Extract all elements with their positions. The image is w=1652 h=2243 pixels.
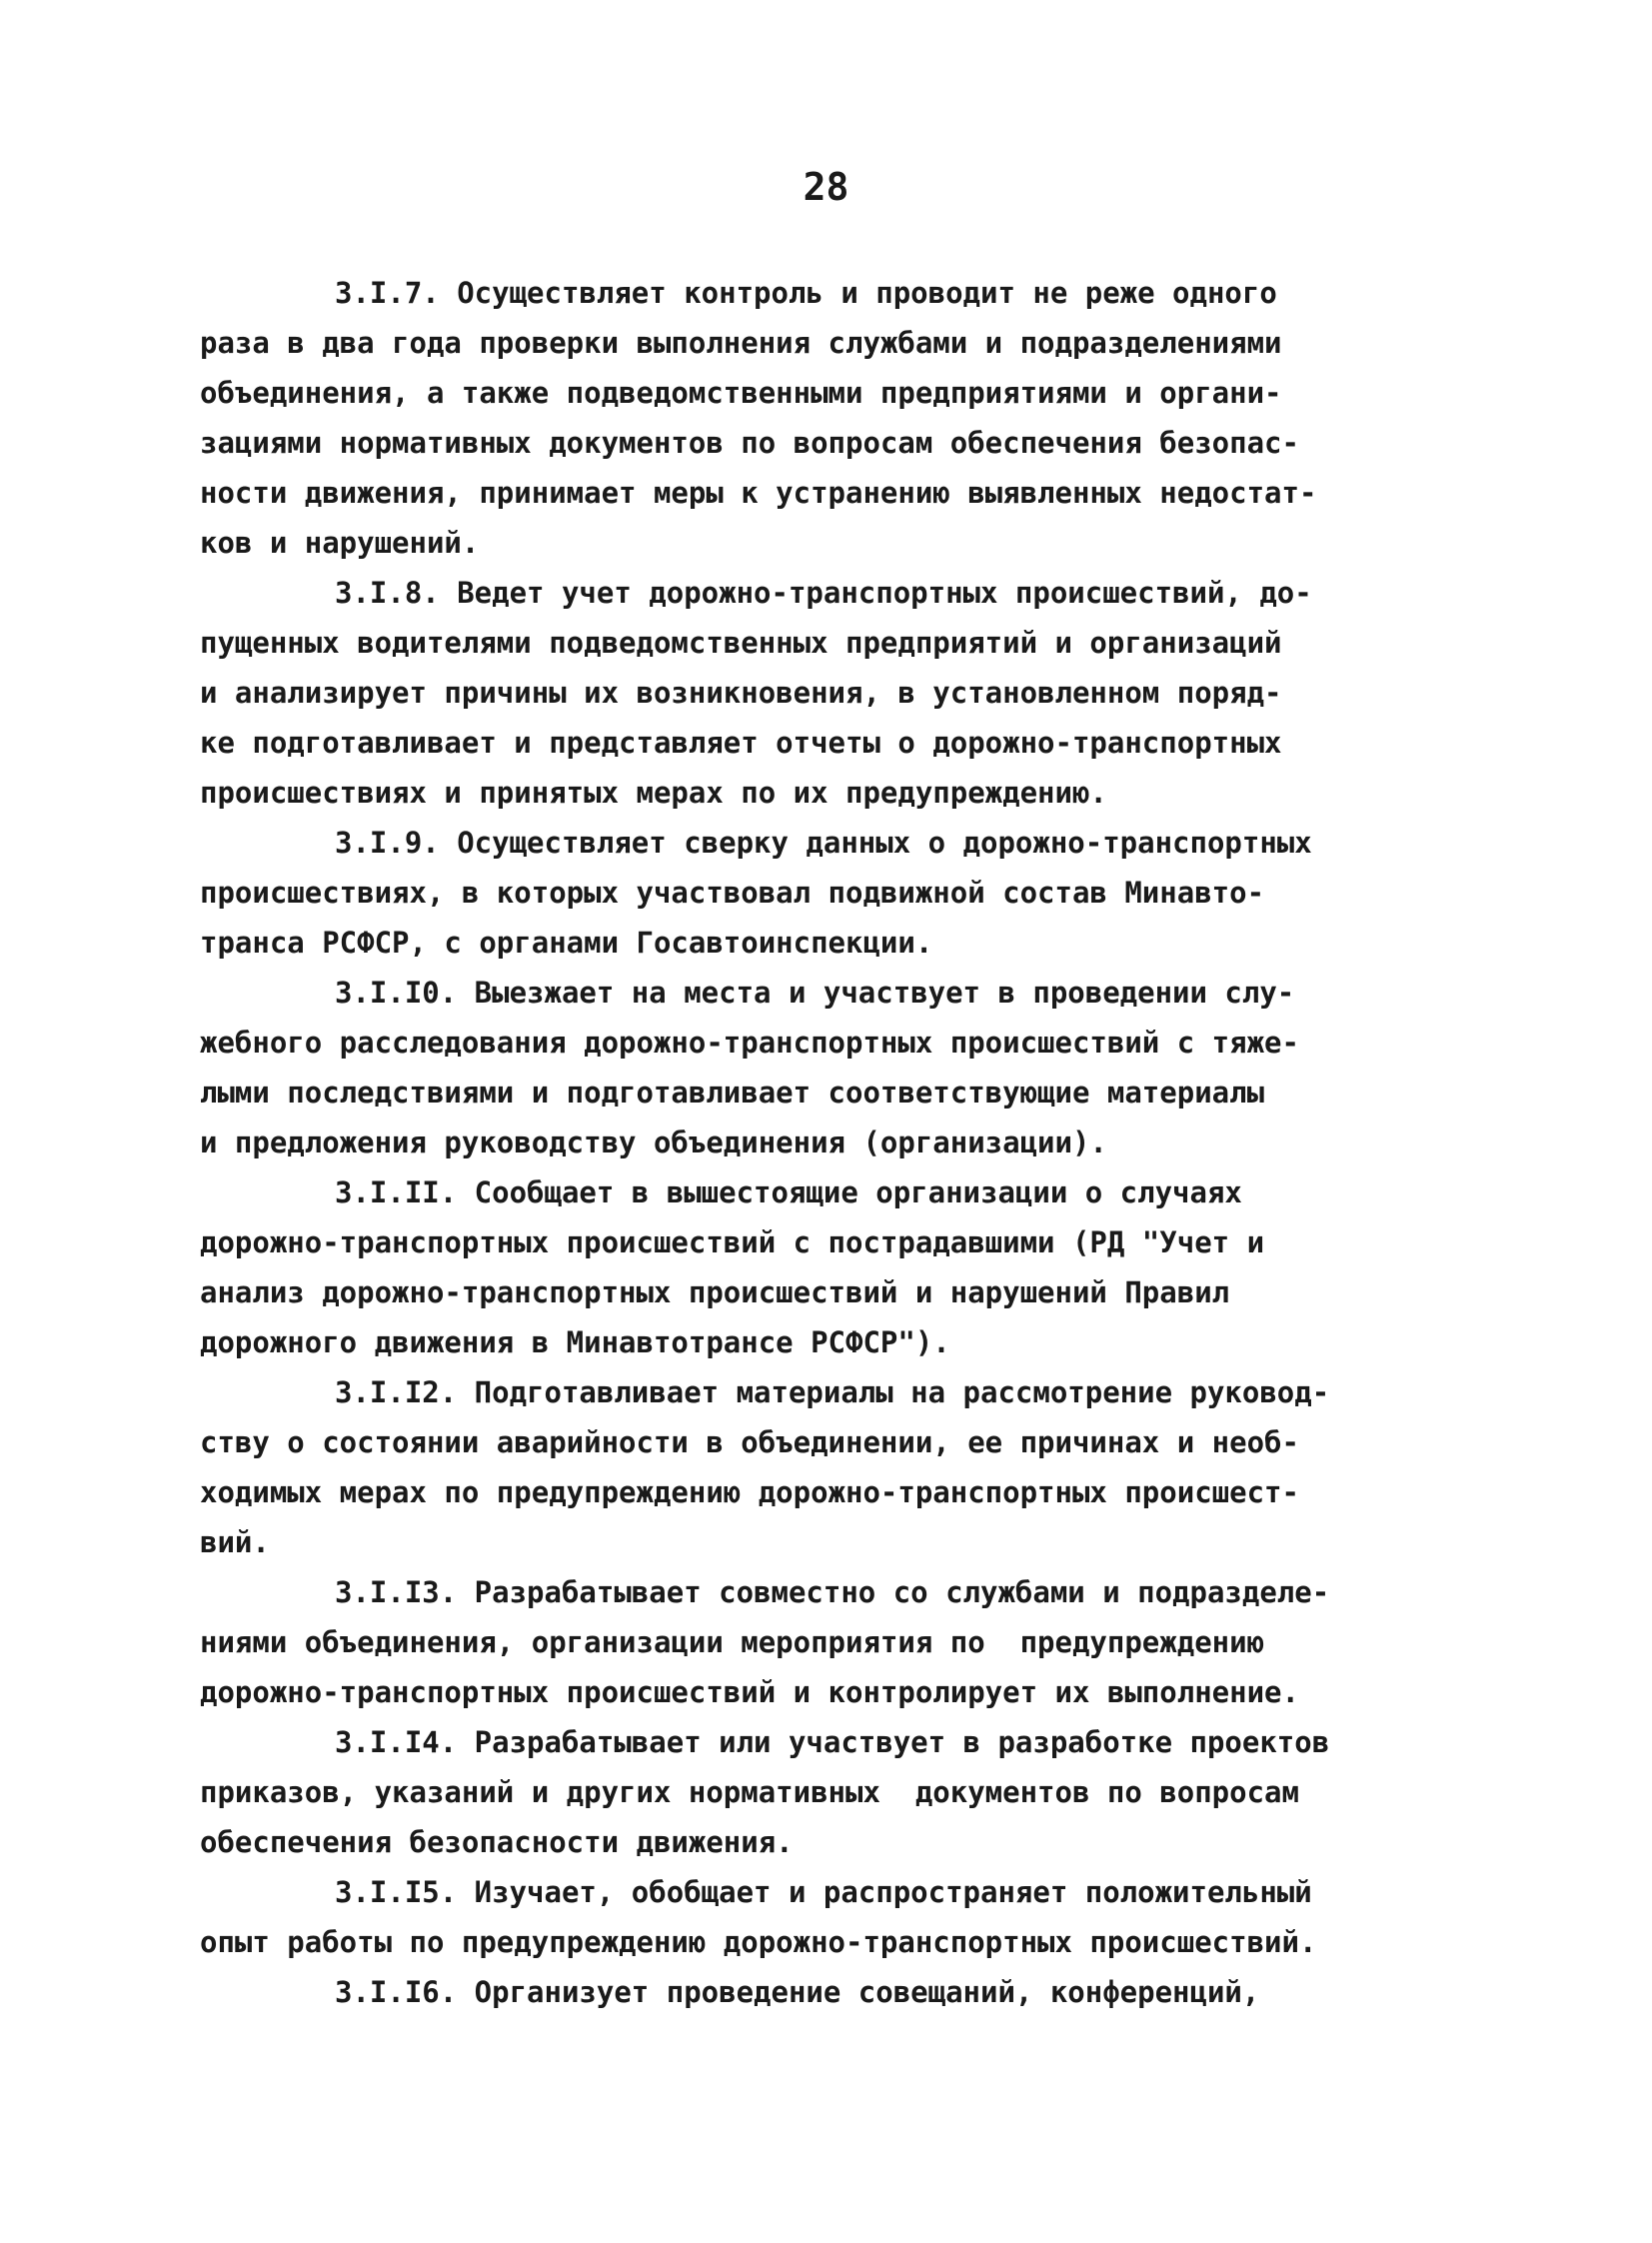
paragraph-3-1-10-line-4: и предложения руководству объединения (организации). xyxy=(200,1125,1107,1159)
page-number: 28 xyxy=(803,165,849,209)
paragraph-3-1-10-line-3: лыми последствиями и подготавливает соответствующие материалы xyxy=(200,1076,1265,1110)
paragraph-3-1-7-line-5: ности движения, принимает меры к устранению выявленных недостат- xyxy=(200,476,1317,510)
paragraph-3-1-8-line-1: 3.I.8. Ведет учет дорожно-транспортных происшествий, до- xyxy=(335,576,1312,610)
paragraph-3-1-14-line-2: приказов, указаний и других нормативных документов по вопросам xyxy=(200,1775,1299,1809)
paragraph-3-1-8-line-5: происшествиях и принятых мерах по их предупреждению. xyxy=(200,776,1107,810)
paragraph-3-1-14-line-1: 3.I.I4. Разрабатывает или участвует в разработке проектов xyxy=(335,1725,1330,1759)
paragraph-3-1-9-line-3: транса РСФСР, с органами Госавтоинспекции. xyxy=(200,926,933,960)
paragraph-3-1-7-line-1: 3.I.7. Осуществляет контроль и проводит не реже одного xyxy=(335,276,1277,310)
paragraph-3-1-8-line-3: и анализирует причины их возникновения, в установленном поряд- xyxy=(200,676,1282,710)
paragraph-3-1-15-line-2: опыт работы по предупреждению дорожно-транспортных происшествий. xyxy=(200,1925,1317,1959)
paragraph-3-1-7-line-2: раза в два года проверки выполнения службами и подразделениями xyxy=(200,326,1282,360)
paragraph-3-1-9-line-1: 3.I.9. Осуществляет сверку данных о дорожно-транспортных xyxy=(335,826,1312,860)
paragraph-3-1-11-line-2: дорожно-транспортных происшествий с пострадавшими (РД "Учет и xyxy=(200,1225,1265,1259)
paragraph-3-1-12-line-1: 3.I.I2. Подготавливает материалы на рассмотрение руковод- xyxy=(335,1375,1330,1409)
paragraph-3-1-8-line-2: пущенных водителями подведомственных предприятий и организаций xyxy=(200,626,1282,660)
paragraph-3-1-15-line-1: 3.I.I5. Изучает, обобщает и распространяет положительный xyxy=(335,1875,1312,1909)
paragraph-3-1-7-line-6: ков и нарушений. xyxy=(200,526,480,560)
paragraph-3-1-12-line-4: вий. xyxy=(200,1525,270,1559)
document-body xyxy=(200,268,1499,2017)
paragraph-3-1-7-line-4: зациями нормативных документов по вопросам обеспечения безопас- xyxy=(200,426,1299,460)
paragraph-3-1-12-line-2: ству о состоянии аварийности в объединении, ее причинах и необ- xyxy=(200,1425,1299,1459)
paragraph-3-1-13-line-1: 3.I.I3. Разрабатывает совместно со службами и подразделе- xyxy=(335,1575,1330,1609)
paragraph-3-1-11-line-3: анализ дорожно-транспортных происшествий и нарушений Правил xyxy=(200,1275,1230,1309)
paragraph-3-1-9-line-2: происшествиях, в которых участвовал подвижной состав Минавто- xyxy=(200,876,1265,910)
paragraph-3-1-8-line-4: ке подготавливает и представляет отчеты о дорожно-транспортных xyxy=(200,726,1282,760)
paragraph-3-1-10-line-1: 3.I.I0. Выезжает на места и участвует в проведении слу- xyxy=(335,976,1295,1010)
paragraph-3-1-14-line-3: обеспечения безопасности движения. xyxy=(200,1825,794,1859)
paragraph-3-1-16-line-1: 3.I.I6. Организует проведение совещаний, конференций, xyxy=(335,1975,1260,2009)
paragraph-3-1-11-line-1: 3.I.II. Сообщает в вышестоящие организации о случаях xyxy=(335,1175,1242,1209)
paragraph-3-1-13-line-3: дорожно-транспортных происшествий и контролирует их выполнение. xyxy=(200,1675,1299,1709)
paragraph-3-1-13-line-2: ниями объединения, организации мероприятия по предупреждению xyxy=(200,1625,1265,1659)
paragraph-3-1-7-line-3: объединения, а также подведомственными предприятиями и органи- xyxy=(200,376,1282,410)
paragraph-3-1-11-line-4: дорожного движения в Минавтотрансе РСФСР"). xyxy=(200,1325,950,1359)
paragraph-3-1-10-line-2: жебного расследования дорожно-транспортных происшествий с тяже- xyxy=(200,1026,1299,1060)
paragraph-3-1-12-line-3: ходимых мерах по предупреждению дорожно-транспортных происшест- xyxy=(200,1475,1299,1509)
